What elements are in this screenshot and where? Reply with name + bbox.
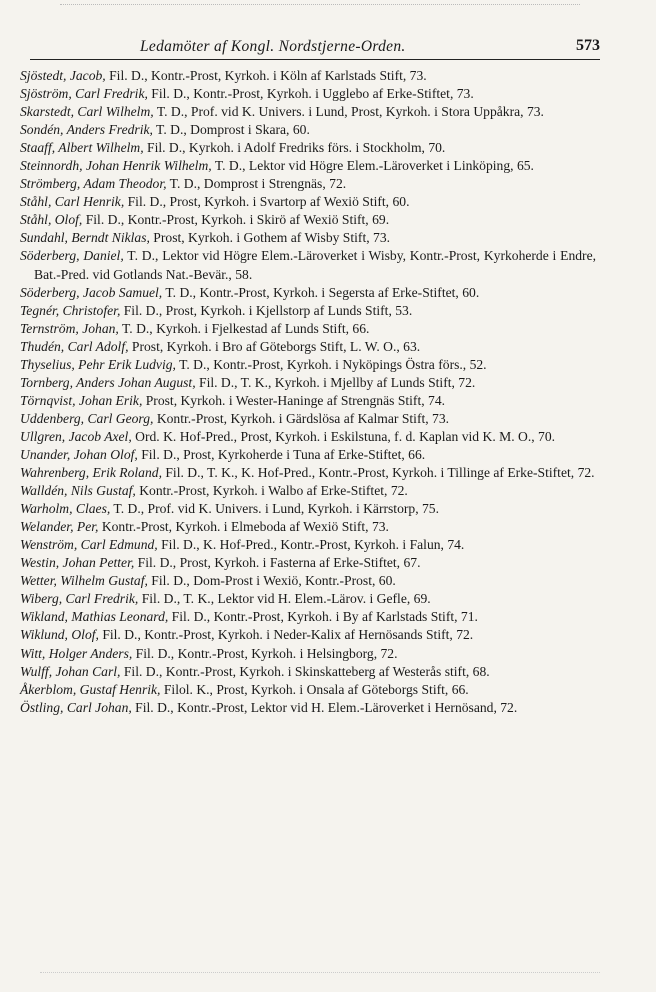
member-entry (20, 247, 596, 283)
member-details: Ord. K. Hof-Pred., Prost, Kyrkoh. i Eskilstuna, f. d. Kaplan vid K. M. O., 70. (131, 428, 556, 444)
member-name: Ståhl, Olof, (20, 212, 83, 228)
member-entry (20, 410, 596, 428)
member-name: Strömberg, Adam Theodor, (20, 176, 167, 192)
member-name: Witt, Holger Anders, (20, 645, 133, 661)
member-list (20, 67, 596, 717)
member-entry (20, 121, 596, 139)
member-details: T. D., Domprost i Strengnäs, 72. (166, 176, 347, 192)
member-entry (20, 482, 596, 500)
member-name: Tegnér, Christofer, (20, 302, 121, 318)
member-entry (20, 157, 596, 175)
member-entry (20, 699, 596, 717)
member-details: Fil. D., Kontr.-Prost, Kyrkoh. i Ugglebo af Erke-Stiftet, 73. (147, 86, 474, 102)
member-name: Wenström, Carl Edmund, (20, 537, 158, 553)
top-edge-rule (60, 4, 580, 5)
member-details: Fil. D., Kontr.-Prost, Lektor vid H. Elem.-Läroverket i Hernösand, 72. (131, 699, 518, 715)
member-name: Wikland, Mathias Leonard, (20, 609, 169, 625)
member-details: Fil. D., Kontr.-Prost, Kyrkoh. i Neder-Kalix af Hernösands Stift, 72. (98, 627, 474, 643)
member-details: Kontr.-Prost, Kyrkoh. i Gärdslösa af Kalmar Stift, 73. (153, 410, 450, 426)
member-details: Fil. D., Prost, Kyrkoherde i Tuna af Erke-Stiftet, 66. (137, 446, 426, 462)
member-name: Törnqvist, Johan Erik, (20, 392, 143, 408)
member-name: Tornberg, Anders Johan August, (20, 374, 196, 390)
member-name: Uddenberg, Carl Georg, (20, 410, 154, 426)
member-details: Fil. D., Kontr.-Prost, Kyrkoh. i By af Karlstads Stift, 71. (168, 609, 478, 625)
member-entry (20, 446, 596, 464)
member-entry (20, 211, 596, 229)
member-details: Kontr.-Prost, Kyrkoh. i Elmeboda af Wexiö Stift, 73. (98, 519, 389, 535)
member-details: Prost, Kyrkoh. i Bro af Göteborgs Stift, L. W. O., 63. (128, 338, 421, 354)
member-details: Fil. D., T. K., Lektor vid H. Elem.-Lärov. i Gefle, 69. (138, 591, 431, 607)
member-name: Wetter, Wilhelm Gustaf, (20, 573, 148, 589)
member-entry (20, 175, 596, 193)
member-entry (20, 356, 596, 374)
member-name: Ullgren, Jacob Axel, (20, 428, 132, 444)
member-details: T. D., Domprost i Skara, 60. (152, 122, 310, 138)
member-details: Filol. K., Prost, Kyrkoh. i Onsala af Göteborgs Stift, 66. (160, 681, 469, 697)
member-details: Fil. D., Prost, Kyrkoh. i Svartorp af Wexiö Stift, 60. (124, 194, 410, 210)
member-entry (20, 645, 596, 663)
member-details: Fil. D., Kyrkoh. i Adolf Fredriks förs. i Stockholm, 70. (143, 140, 446, 156)
member-name: Sondén, Anders Fredrik, (20, 122, 153, 138)
member-details: Fil. D., Prost, Kyrkoh. i Kjellstorp af Lunds Stift, 53. (120, 302, 413, 318)
member-name: Staaff, Albert Wilhelm, (20, 140, 144, 156)
member-details: Fil. D., Dom-Prost i Wexiö, Kontr.-Prost, 60. (147, 573, 396, 589)
member-details: Fil. D., Prost, Kyrkoh. i Fasterna af Erke-Stiftet, 67. (134, 555, 421, 571)
member-name: Thyselius, Pehr Erik Ludvig, (20, 356, 176, 372)
member-details: Fil. D., T. K., K. Hof-Pred., Kontr.-Prost, Kyrkoh. i Tillinge af Erke-Stiftet, 72. (161, 465, 595, 481)
member-name: Ståhl, Carl Henrik, (20, 194, 125, 210)
member-name: Wahrenberg, Erik Roland, (20, 465, 162, 481)
member-name: Åkerblom, Gustaf Henrik, (20, 681, 161, 697)
member-name: Wulff, Johan Carl, (20, 663, 121, 679)
member-entry (20, 139, 596, 157)
member-name: Sundahl, Berndt Niklas, (20, 230, 150, 246)
member-name: Skarstedt, Carl Wilhelm, (20, 104, 154, 120)
member-details: Fil. D., K. Hof-Pred., Kontr.-Prost, Kyrkoh. i Falun, 74. (157, 537, 465, 553)
member-entry (20, 229, 596, 247)
member-name: Söderberg, Jacob Samuel, (20, 284, 163, 300)
member-entry (20, 85, 596, 103)
member-details: T. D., Lektor vid Högre Elem.-Läroverket i Linköping, 65. (211, 158, 534, 174)
member-details: Fil. D., Kontr.-Prost, Kyrkoh. i Skinskatteberg af Westerås stift, 68. (120, 663, 490, 679)
member-details: Prost, Kyrkoh. i Wester-Haninge af Strengnäs Stift, 74. (142, 392, 446, 408)
member-name: Welander, Per, (20, 519, 99, 535)
member-entry (20, 590, 596, 608)
member-details: Prost, Kyrkoh. i Gothem af Wisby Stift, 73. (149, 230, 391, 246)
member-entry (20, 572, 596, 590)
member-entry (20, 67, 596, 85)
member-entry (20, 681, 596, 699)
member-entry (20, 374, 596, 392)
member-entry (20, 626, 596, 644)
member-name: Steinnordh, Johan Henrik Wilhelm, (20, 158, 212, 174)
member-name: Söderberg, Daniel, (20, 248, 124, 264)
member-entry (20, 518, 596, 536)
member-entry (20, 464, 596, 482)
member-name: Sjöström, Carl Fredrik, (20, 86, 148, 102)
member-entry (20, 536, 596, 554)
member-entry (20, 338, 596, 356)
member-name: Östling, Carl Johan, (20, 699, 132, 715)
member-details: T. D., Kontr.-Prost, Kyrkoh. i Segersta af Erke-Stiftet, 60. (162, 284, 480, 300)
member-details: T. D., Kyrkoh. i Fjelkestad af Lunds Stift, 66. (118, 320, 370, 336)
member-name: Sjöstedt, Jacob, (20, 68, 106, 83)
member-details: Fil. D., Kontr.-Prost, Kyrkoh. i Skirö af Wexiö Stift, 69. (82, 212, 390, 228)
member-entry (20, 284, 596, 302)
member-entry (20, 103, 596, 121)
member-entry (20, 608, 596, 626)
member-details: T. D., Lektor vid Högre Elem.-Läroverket i Wisby, Kontr.-Prost, Kyrkoherde i Endre, Bat.-Pred. vid Gotlands Nat.-Bevär., 58. (34, 248, 596, 282)
member-details: Fil. D., T. K., Kyrkoh. i Mjellby af Lunds Stift, 72. (195, 374, 476, 390)
member-details: T. D., Kontr.-Prost, Kyrkoh. i Nyköpings Östra förs., 52. (175, 356, 487, 372)
member-entry (20, 500, 596, 518)
member-entry (20, 428, 596, 446)
member-name: Wiberg, Carl Fredrik, (20, 591, 139, 607)
member-name: Wiklund, Olof, (20, 627, 99, 643)
member-name: Ternström, Johan, (20, 320, 119, 336)
member-name: Thudén, Carl Adolf, (20, 338, 129, 354)
member-name: Warholm, Claes, (20, 501, 111, 517)
member-name: Unander, Johan Olof, (20, 446, 138, 462)
member-entry (20, 663, 596, 681)
running-title: Ledamöter af Kongl. Nordstjerne-Orden. (140, 38, 406, 55)
member-entry (20, 320, 596, 338)
page-header (30, 35, 600, 60)
member-details: Fil. D., Kontr.-Prost, Kyrkoh. i Köln af Karlstads Stift, 73. (105, 68, 427, 83)
member-details: T. D., Prof. vid K. Univers. i Lund, Kyrkoh. i Kärrstorp, 75. (110, 501, 439, 517)
member-entry (20, 392, 596, 410)
member-details: Kontr.-Prost, Kyrkoh. i Walbo af Erke-Stiftet, 72. (135, 483, 408, 499)
member-entry (20, 554, 596, 572)
member-details: Fil. D., Kontr.-Prost, Kyrkoh. i Helsingborg, 72. (132, 645, 398, 661)
member-name: Walldén, Nils Gustaf, (20, 483, 136, 499)
member-details: T. D., Prof. vid K. Univers. i Lund, Prost, Kyrkoh. i Stora Uppåkra, 73. (153, 104, 544, 120)
page-number: 573 (576, 37, 600, 54)
member-entry (20, 302, 596, 320)
member-entry (20, 193, 596, 211)
bottom-edge-rule (40, 972, 600, 973)
member-name: Westin, Johan Petter, (20, 555, 135, 571)
